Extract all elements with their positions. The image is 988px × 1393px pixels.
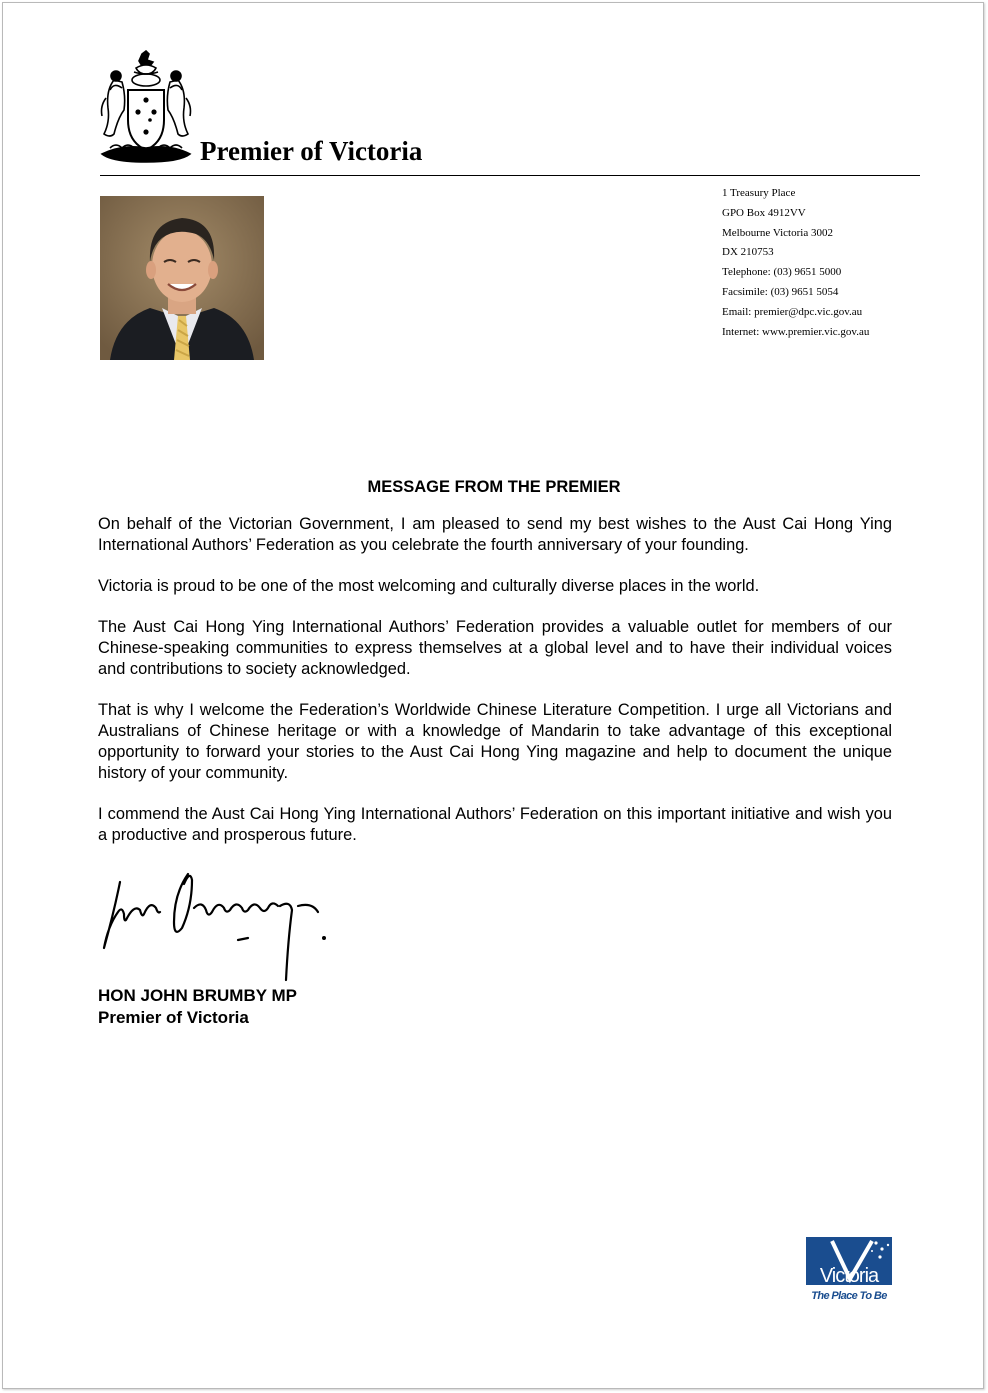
email-line: Email: premier@dpc.vic.gov.au	[722, 305, 863, 318]
letterhead-title: Premier of Victoria	[200, 136, 423, 166]
message-paragraph: On behalf of the Victorian Government, I am pleased to send my best wishes to the Aust Cai Hong Ying International Authors’ Federation as you celebrate the fourth anniversary of your founding.	[98, 515, 892, 554]
message-paragraph: Victoria is proud to be one of the most welcoming and culturally diverse places in the world.	[98, 577, 760, 595]
address-line: GPO Box 4912VV	[722, 206, 806, 219]
address-block	[722, 184, 922, 342]
message-paragraph: I commend the Aust Cai Hong Ying International Authors’ Federation on this important initiative and wish you a productive and prosperous future.	[98, 805, 892, 844]
victoria-wordmark: Victoria	[819, 1265, 879, 1287]
header-divider	[100, 175, 920, 176]
internet-line: Internet: www.premier.vic.gov.au	[722, 325, 870, 338]
address-line: DX 210753	[722, 246, 774, 259]
victoria-tagline: The Place To Be	[811, 1290, 887, 1302]
signatory-title: Premier of Victoria	[98, 1008, 249, 1027]
coat-of-arms-icon	[98, 50, 194, 168]
victoria-logo-icon	[806, 1237, 894, 1303]
signatory-name: HON JOHN BRUMBY MP	[98, 986, 297, 1005]
signature-image	[98, 868, 330, 984]
address-line: 1 Treasury Place	[722, 187, 796, 199]
message-paragraph: The Aust Cai Hong Ying International Authors’ Federation provides a valuable outlet for members of our Chinese-speaking communities to express themselves at a global level and to have their individual voices and contributions to society acknowledged.	[98, 618, 892, 678]
telephone-line: Telephone: (03) 9651 5000	[722, 266, 842, 279]
message-heading: MESSAGE FROM THE PREMIER	[367, 478, 621, 496]
message-body	[98, 514, 892, 866]
signoff-block	[98, 985, 297, 1029]
message-paragraph: That is why I welcome the Federation’s Worldwide Chinese Literature Competition. I urge all Victorians and Australians of Chinese heritage or with a knowledge of Mandarin to take advantage of this exceptional opportunity to forward your stories to the Aust Cai Hong Ying magazine and help to document the unique history of your community.	[98, 701, 892, 782]
facsimile-line: Facsimile: (03) 9651 5054	[722, 285, 839, 298]
address-line: Melbourne Victoria 3002	[722, 226, 833, 239]
premier-portrait-image	[100, 196, 264, 360]
